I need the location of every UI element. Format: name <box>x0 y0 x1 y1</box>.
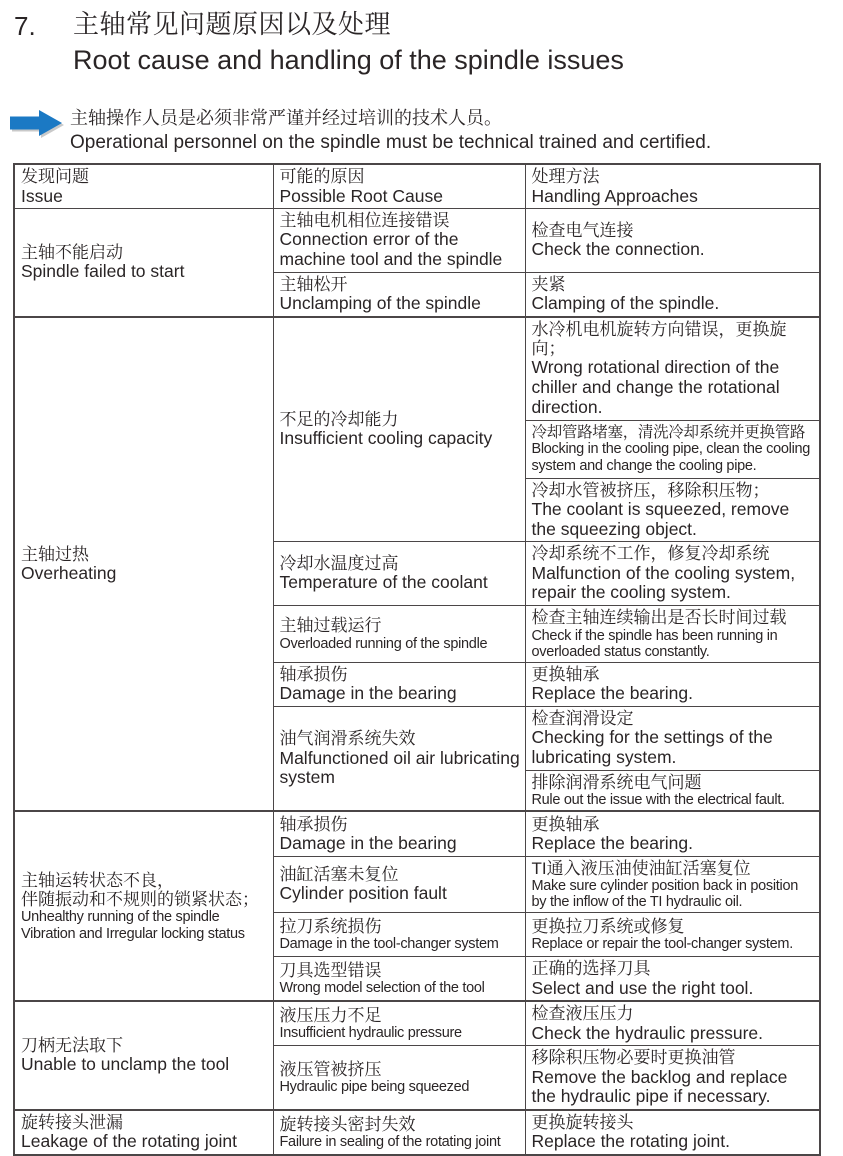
handling-cell <box>525 856 820 913</box>
handling-zh: 检查润滑设定 <box>531 709 634 729</box>
issue-zh: 主轴不能启动 <box>21 243 123 263</box>
cause-cell <box>273 273 525 317</box>
handling-zh: 正确的选择刀具 <box>531 959 651 979</box>
arrow-right-icon <box>10 110 62 136</box>
cause-cell <box>273 1110 525 1155</box>
cause-en: Overloaded running of the spindle <box>279 635 488 652</box>
cause-en: Insufficient cooling capacity <box>279 428 493 449</box>
handling-en: Rule out the issue with the electrical fault. <box>531 792 785 809</box>
issue-cell-unhealthy-running <box>14 811 273 1001</box>
cause-en: Unclamping of the spindle <box>279 293 481 314</box>
issue-cell-unable-unclamp <box>14 1001 273 1110</box>
header-issue <box>14 164 273 208</box>
note-block <box>14 108 829 155</box>
handling-cell <box>525 542 820 606</box>
handling-zh: 冷却管路堵塞，清洗冷却系统并更换管路 <box>531 424 806 442</box>
handling-zh: 排除润滑系统电气问题 <box>531 772 702 792</box>
cause-zh: 主轴电机相位连接错误 <box>279 211 450 231</box>
handling-en: Select and use the right tool. <box>531 977 754 998</box>
handling-cell <box>525 1110 820 1155</box>
handling-zh: 冷却系统不工作，修复冷却系统 <box>531 544 770 564</box>
handling-cell <box>525 1001 820 1045</box>
cause-zh: 轴承损伤 <box>279 814 348 834</box>
handling-en: Wrong rotational direction of the chiller and change the rotational direction. <box>531 357 780 417</box>
cause-zh: 不足的冷却能力 <box>279 410 399 430</box>
cause-cell <box>273 317 525 542</box>
cause-zh: 旋转接头密封失效 <box>279 1114 416 1134</box>
page-title-zh: 主轴常见问题原因以及处理 <box>73 9 392 39</box>
table-row <box>14 811 820 856</box>
handling-cell <box>525 317 820 420</box>
handling-cell <box>525 957 820 1001</box>
handling-en: Replace the bearing. <box>531 683 693 704</box>
handling-cell <box>525 663 820 707</box>
heading-titles <box>73 8 829 78</box>
handling-zh: 更换轴承 <box>531 665 600 685</box>
cause-en: Damage in the tool-changer system <box>279 936 499 953</box>
cause-cell <box>273 663 525 707</box>
handling-cell <box>525 209 820 273</box>
cause-zh: 主轴过载运行 <box>279 616 382 636</box>
header-cause-en: Possible Root Cause <box>279 185 443 206</box>
handling-en: Replace the bearing. <box>531 832 693 853</box>
handling-cell <box>525 770 820 811</box>
note-zh: 主轴操作人员是必须非常严谨并经过培训的技术人员。 <box>70 107 502 128</box>
cause-cell <box>273 856 525 913</box>
cause-en: Hydraulic pipe being squeezed <box>279 1079 470 1096</box>
handling-cell <box>525 420 820 478</box>
page-title-en: Root cause and handling of the spindle issues <box>73 44 624 75</box>
handling-cell <box>525 811 820 856</box>
issue-en: Unable to unclamp the tool <box>21 1054 230 1075</box>
cause-cell <box>273 957 525 1001</box>
issue-en: Spindle failed to start <box>21 261 185 282</box>
issue-en: Overheating <box>21 562 117 583</box>
note-text <box>70 108 829 155</box>
cause-zh: 拉刀系统损伤 <box>279 917 382 937</box>
handling-zh: 冷却水管被挤压，移除积压物； <box>531 480 770 500</box>
issue-cell-spindle-failed <box>14 209 273 317</box>
issue-zh: 旋转接头泄漏 <box>21 1113 123 1133</box>
handling-cell <box>525 913 820 957</box>
handling-en: Clamping of the spindle. <box>531 293 720 314</box>
handling-zh: 检查主轴连续输出是否长时间过载 <box>531 608 787 628</box>
handling-cell <box>525 273 820 317</box>
handling-zh: TI通入液压油使油缸活塞复位 <box>531 858 751 878</box>
issue-zh: 主轴运转状态不良， <box>21 870 174 890</box>
header-handling-zh: 处理方法 <box>531 167 600 187</box>
header-cause-zh: 可能的原因 <box>279 167 365 187</box>
cause-cell <box>273 606 525 663</box>
cause-en: Failure in sealing of the rotating joint <box>279 1134 501 1151</box>
header-issue-en: Issue <box>21 185 63 206</box>
handling-zh: 检查液压压力 <box>531 1004 634 1024</box>
handling-en: Malfunction of the cooling system, repair the cooling system. <box>531 562 796 603</box>
handling-zh: 水冷机电机旋转方向错误，更换旋向； <box>531 319 787 359</box>
issue-cell-leakage <box>14 1110 273 1155</box>
header-cause <box>273 164 525 208</box>
cause-zh: 油缸活塞未复位 <box>279 865 399 885</box>
cause-zh: 刀具选型错误 <box>279 961 382 981</box>
handling-zh: 检查电气连接 <box>531 221 634 241</box>
handling-en: Replace or repair the tool-changer system. <box>531 936 793 953</box>
cause-cell <box>273 542 525 606</box>
handling-en: Checking for the settings of the lubricating system. <box>531 727 773 768</box>
handling-zh: 更换拉刀系统或修复 <box>531 917 685 937</box>
issue-zh: 主轴过热 <box>21 544 89 564</box>
handling-en: Remove the backlog and replace the hydraulic pipe if necessary. <box>531 1066 788 1107</box>
handling-en: The coolant is squeezed, remove the squeezing object. <box>531 498 790 539</box>
table-row <box>14 317 820 420</box>
note-en: Operational personnel on the spindle must be technical trained and certified. <box>70 131 712 153</box>
cause-en: Connection error of the machine tool and the spindle <box>279 229 503 270</box>
table-row <box>14 1110 820 1155</box>
handling-cell <box>525 478 820 542</box>
header-handling <box>525 164 820 208</box>
cause-zh: 主轴松开 <box>279 275 348 294</box>
cause-zh: 液压压力不足 <box>279 1006 382 1026</box>
header-issue-zh: 发现问题 <box>21 167 89 187</box>
table-row <box>14 1001 820 1045</box>
cause-zh: 冷却水温度过高 <box>279 554 399 574</box>
issue-en2: Vibration and Irregular locking status <box>21 925 245 942</box>
handling-zh: 移除积压物必要时更换油管 <box>531 1048 736 1068</box>
cause-cell <box>273 209 525 273</box>
page-heading <box>14 8 829 78</box>
handling-zh: 夹紧 <box>531 275 566 294</box>
issue-en: Unhealthy running of the spindle <box>21 909 220 926</box>
cause-en: Damage in the bearing <box>279 832 457 853</box>
spindle-issues-table <box>13 163 821 1156</box>
handling-en: Blocking in the cooling pipe, clean the cooling system and change the cooling pipe. <box>531 441 811 474</box>
cause-cell <box>273 1046 525 1110</box>
header-handling-en: Handling Approaches <box>531 185 698 206</box>
cause-en: Temperature of the coolant <box>279 572 488 593</box>
cause-en: Insufficient hydraulic pressure <box>279 1025 462 1042</box>
handling-en: Check the hydraulic pressure. <box>531 1022 763 1043</box>
handling-en: Replace the rotating joint. <box>531 1131 730 1152</box>
handling-zh: 更换轴承 <box>531 814 600 834</box>
cause-en: Cylinder position fault <box>279 883 447 904</box>
handling-cell <box>525 1046 820 1110</box>
table-row <box>14 209 820 273</box>
cause-zh: 液压管被挤压 <box>279 1060 382 1080</box>
handling-en: Check if the spindle has been running in overloaded status constantly. <box>531 627 778 660</box>
handling-zh: 更换旋转接头 <box>531 1113 634 1133</box>
issue-zh: 刀柄无法取下 <box>21 1036 123 1056</box>
handling-cell <box>525 606 820 663</box>
cause-cell <box>273 913 525 957</box>
cause-zh: 油气润滑系统失效 <box>279 729 416 749</box>
cause-en: Malfunctioned oil air lubricating system <box>279 747 520 788</box>
cause-en: Damage in the bearing <box>279 683 457 704</box>
cause-cell <box>273 707 525 812</box>
table-header-row <box>14 164 820 208</box>
issue-zh2: 伴随振动和不规则的锁紧状态； <box>21 890 259 910</box>
cause-zh: 轴承损伤 <box>279 665 348 685</box>
issue-cell-overheating <box>14 317 273 811</box>
handling-en: Make sure cylinder position back in position by the inflow of the TI hydraulic oil. <box>531 877 798 911</box>
issue-en: Leakage of the rotating joint <box>21 1131 237 1152</box>
handling-en: Check the connection. <box>531 239 705 260</box>
cause-cell <box>273 1001 525 1045</box>
handling-cell <box>525 707 820 771</box>
cause-en: Wrong model selection of the tool <box>279 980 485 997</box>
cause-cell <box>273 811 525 856</box>
section-number: 7. <box>14 11 36 41</box>
